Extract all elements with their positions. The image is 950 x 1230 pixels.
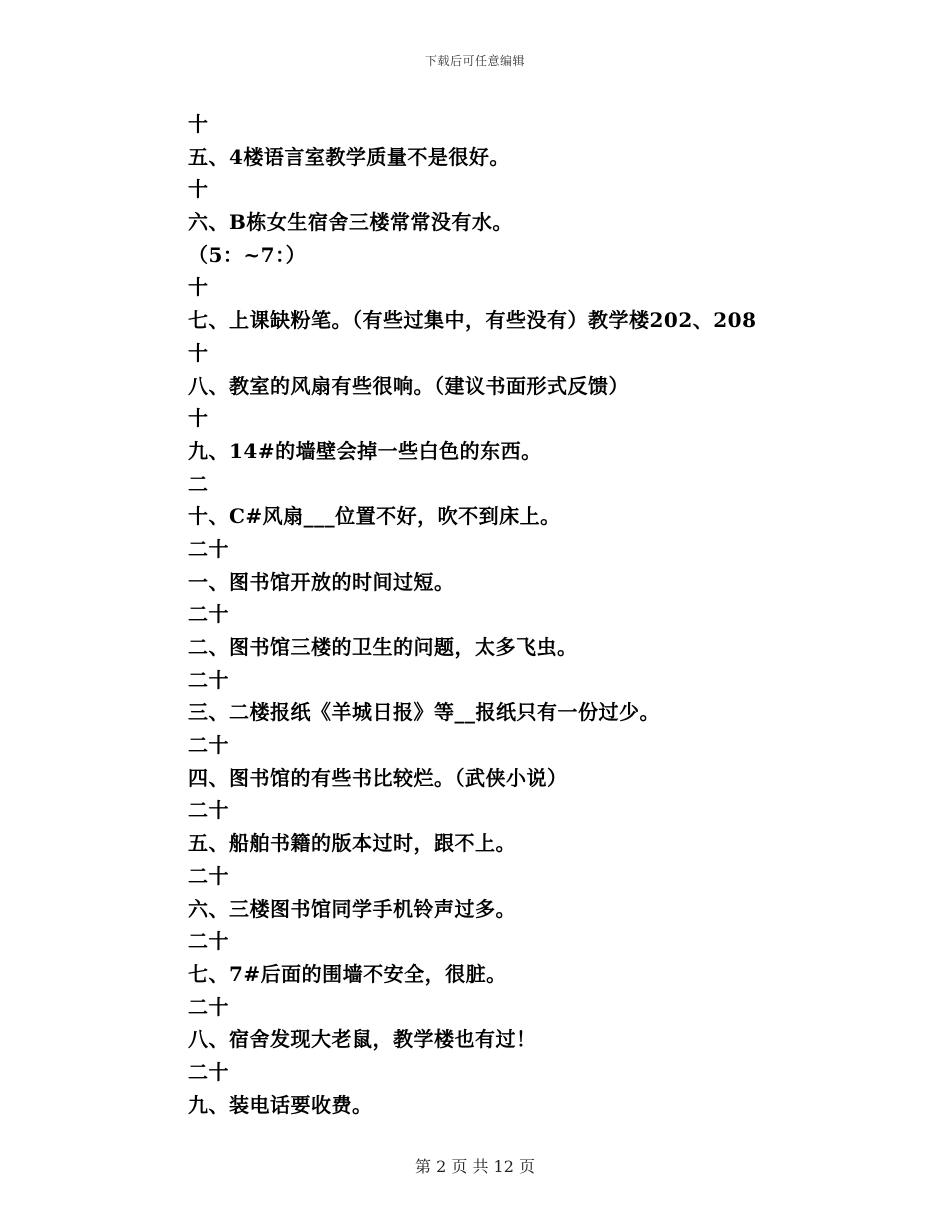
text-line: 八、宿舍发现大老鼠，教学楼也有过！ [188, 1027, 537, 1052]
text-line: 六、三楼图书馆同学手机铃声过多。 [188, 896, 516, 921]
text-line: 九、14#的墙壁会掉一些白色的东西。 [188, 438, 542, 463]
text-line: 七、7#后面的围墙不安全，很脏。 [188, 961, 507, 986]
text-line: 五、船舶书籍的版本过时，跟不上。 [188, 831, 516, 856]
text-line: 十 [188, 177, 209, 202]
text-line: （5：~7：） [188, 242, 307, 267]
text-line: 十 [188, 112, 209, 136]
text-line: 二十 [188, 798, 229, 823]
text-line: 六、B栋女生宿舍三楼常常没有水。 [188, 210, 513, 235]
text-line: 二十 [188, 994, 229, 1019]
text-line: 八、教室的风扇有些很响。（建议书面形式反馈） [188, 373, 629, 398]
text-line: 二十 [188, 667, 229, 692]
text-line: 十、C#风扇___位置不好，吹不到床上。 [188, 504, 561, 529]
text-line: 四、图书馆的有些书比较烂。（武侠小说） [188, 765, 568, 790]
text-line: 二 [188, 471, 209, 496]
text-line: 十 [188, 406, 209, 431]
text-line: 九、装电话要收费。 [188, 1092, 373, 1117]
text-line: 十 [188, 275, 209, 300]
text-line: 二十 [188, 1059, 229, 1084]
text-line: 十 [188, 340, 209, 365]
text-line: 一、图书馆开放的时间过短。 [188, 569, 455, 594]
text-line: 二十 [188, 863, 229, 888]
document-body [188, 109, 828, 1122]
text-line: 二十 [188, 733, 229, 758]
text-line: 二十 [188, 602, 229, 627]
text-line: 七、上课缺粉笔。（有些过集中，有些没有）教学楼202、208 [188, 308, 757, 333]
page-number-footer: 第 2 页 共 12 页 [415, 1157, 535, 1176]
page-header: 下载后可任意编辑 [424, 54, 525, 68]
text-line: 三、二楼报纸《羊城日报》等__报纸只有一份过少。 [188, 700, 660, 725]
text-line: 二、图书馆三楼的卫生的问题，太多飞虫。 [188, 635, 578, 659]
text-line: 二十 [188, 536, 229, 561]
text-line: 五、4楼语言室教学质量不是很好。 [188, 144, 510, 169]
text-line: 二十 [188, 929, 229, 954]
